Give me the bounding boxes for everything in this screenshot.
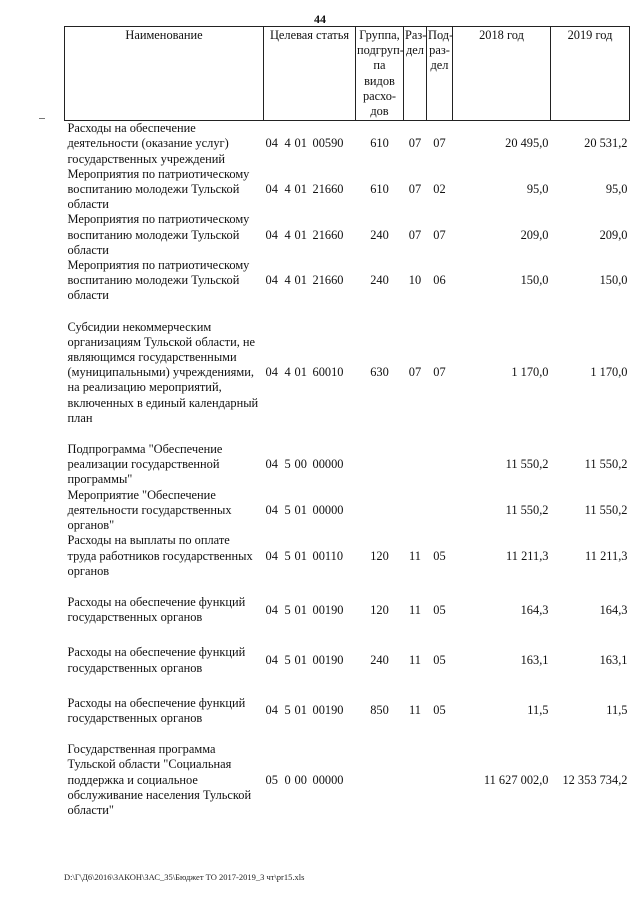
row-target-article: [264, 533, 356, 579]
table-row: [65, 533, 630, 579]
page-number: 44: [314, 12, 326, 26]
row-amount-2019: 1 170,0: [590, 365, 628, 380]
row-section: [404, 742, 427, 818]
target-article-part: 00590: [312, 136, 344, 151]
target-article-part: 00: [294, 772, 307, 787]
row-expense-group: 610: [370, 136, 389, 151]
target-article-part: 21660: [312, 273, 344, 288]
target-article-part: 04: [265, 182, 278, 197]
table-header-row: [65, 27, 630, 121]
target-article-part: 00000: [312, 457, 344, 472]
target-article-part: 00000: [312, 772, 344, 787]
row-name: Мероприятия по патриотическому воспитанию молодежи Тульской области: [67, 212, 250, 257]
target-article-part: 01: [294, 227, 307, 242]
row-amount-2018: 164,3: [520, 602, 549, 617]
row-target-article: [264, 488, 356, 534]
target-article-part: 21660: [312, 182, 344, 197]
row-section: 07: [408, 227, 422, 242]
row-spacer: [65, 426, 630, 442]
row-target-article: [264, 320, 356, 426]
row-expense-group: 850: [370, 703, 389, 718]
target-article-part: 21660: [312, 227, 344, 242]
target-article-part: 01: [294, 602, 307, 617]
row-spacer: [65, 676, 630, 696]
row-section: 11: [409, 652, 421, 667]
target-article-part: 04: [265, 227, 278, 242]
budget-table: [64, 26, 630, 818]
target-article-part: 5: [284, 652, 291, 667]
row-amount-2019: 95,0: [605, 182, 628, 197]
row-amount-2018: 95,0: [526, 182, 549, 197]
row-target-article: [264, 121, 356, 167]
row-amount-2019: 11 550,2: [584, 457, 628, 472]
row-name: Субсидии некоммерческим организациям Тульской области, не являющимся государственными (муниципальными) учреждениями, на реализацию мероприятий, включенных в единый календарный план: [67, 319, 259, 425]
row-name: Расходы на обеспечение деятельности (оказание услуг) государственных учреждений: [67, 121, 229, 166]
row-target-article: [264, 645, 356, 675]
row-spacer-cell: [65, 726, 630, 742]
row-name: Расходы на обеспечение функций государственных органов: [67, 695, 246, 725]
row-subsection: 05: [433, 548, 446, 563]
row-amount-2019: 164,3: [599, 602, 628, 617]
row-amount-2018: 11 211,3: [506, 548, 549, 563]
target-article-part: 5: [284, 548, 291, 563]
row-section: 07: [408, 365, 422, 380]
target-article-part: 4: [284, 273, 291, 288]
table-row: [65, 167, 630, 213]
row-expense-group: [356, 488, 404, 534]
row-section: 11: [409, 548, 421, 563]
row-target-article: [264, 258, 356, 304]
table-body: [65, 121, 630, 818]
row-amount-2018: 1 170,0: [511, 365, 549, 380]
target-article-part: 00: [294, 457, 307, 472]
row-name: Мероприятия по патриотическому воспитанию молодежи Тульской области: [67, 258, 250, 303]
target-article-part: 04: [265, 136, 278, 151]
row-amount-2018: 11 550,2: [505, 457, 549, 472]
header-year-2019: 2019 год: [551, 27, 630, 121]
row-expense-group: 610: [370, 182, 389, 197]
row-amount-2019: 11 550,2: [584, 502, 628, 517]
target-article-part: 4: [284, 365, 291, 380]
row-name: Расходы на выплаты по оплате труда работников государственных органов: [67, 533, 253, 578]
table-row: [65, 212, 630, 258]
target-article-part: 01: [294, 703, 307, 718]
row-subsection: 02: [433, 182, 446, 197]
target-article-part: 01: [294, 652, 307, 667]
target-article-part: 01: [294, 182, 307, 197]
row-section: [404, 488, 427, 534]
row-amount-2019: 11,5: [606, 703, 628, 718]
table-row: [65, 488, 630, 534]
target-article-part: 04: [265, 365, 278, 380]
row-name: Расходы на обеспечение функций государственных органов: [67, 594, 246, 625]
row-expense-group: 240: [370, 227, 389, 242]
row-spacer-cell: [65, 676, 630, 696]
row-subsection: 05: [433, 652, 446, 667]
target-article-part: 4: [284, 136, 291, 151]
row-spacer: [65, 579, 630, 595]
row-expense-group: 240: [370, 273, 389, 288]
row-name: Расходы на обеспечение функций государственных органов: [67, 645, 246, 675]
row-expense-group: [356, 742, 404, 818]
row-expense-group: 120: [370, 548, 389, 563]
row-section: 11: [409, 703, 421, 718]
row-spacer-cell: [65, 426, 630, 442]
row-amount-2019: 11 211,3: [585, 548, 628, 563]
footer-file-path: D:\Г\Д6\2016\ЗАКОН\ЗАС_35\Бюджет ТО 2017-2019_3 чт\pr15.xls: [64, 872, 305, 882]
target-article-part: 05: [265, 772, 278, 787]
row-spacer-cell: [65, 625, 630, 645]
target-article-part: 04: [265, 548, 278, 563]
row-amount-2019: 20 531,2: [584, 136, 628, 151]
header-expense-group: Группа, подгруп-па видов расхо-дов: [356, 27, 404, 121]
target-article-part: 00110: [312, 548, 344, 563]
row-target-article: [264, 696, 356, 726]
row-subsection: [427, 488, 453, 534]
row-amount-2018: 11 627 002,0: [483, 772, 549, 787]
target-article-part: 60010: [312, 365, 344, 380]
target-article-part: 00190: [312, 602, 344, 617]
table-row: [65, 595, 630, 625]
row-expense-group: 120: [370, 602, 389, 617]
target-article-part: 5: [284, 602, 291, 617]
target-article-part: 01: [294, 548, 307, 563]
target-article-part: 5: [284, 457, 291, 472]
budget-sheet: [64, 26, 629, 818]
row-section: 07: [408, 136, 422, 151]
target-article-part: 04: [265, 273, 278, 288]
row-amount-2018: 163,1: [520, 652, 549, 667]
row-amount-2018: 11,5: [527, 703, 549, 718]
row-subsection: 07: [433, 227, 446, 242]
target-article-part: 04: [265, 703, 278, 718]
row-expense-group: 630: [370, 365, 389, 380]
target-article-part: 04: [265, 652, 278, 667]
table-row: [65, 442, 630, 488]
header-subsection: Под-раз-дел: [427, 27, 453, 121]
target-article-part: 00190: [312, 703, 344, 718]
target-article-part: 4: [284, 182, 291, 197]
header-target-article: Целевая статья: [264, 27, 356, 121]
row-target-article: [264, 167, 356, 213]
row-spacer: [65, 726, 630, 742]
table-row: [65, 258, 630, 304]
target-article-part: 5: [284, 502, 291, 517]
target-article-part: 04: [265, 457, 278, 472]
row-target-article: [264, 442, 356, 488]
row-section: 11: [409, 602, 421, 617]
target-article-part: 01: [294, 136, 307, 151]
target-article-part: 01: [294, 502, 307, 517]
target-article-part: 00190: [312, 652, 344, 667]
row-expense-group: [356, 442, 404, 488]
target-article-part: 4: [284, 227, 291, 242]
row-section: 10: [408, 273, 422, 288]
row-spacer: [65, 625, 630, 645]
row-target-article: [264, 742, 356, 818]
row-section: 07: [408, 182, 422, 197]
row-amount-2018: 11 550,2: [505, 502, 549, 517]
row-subsection: [427, 442, 453, 488]
row-subsection: 05: [433, 703, 446, 718]
row-amount-2018: 150,0: [520, 273, 549, 288]
target-article-part: 01: [294, 365, 307, 380]
row-subsection: 07: [433, 136, 446, 151]
table-row: [65, 645, 630, 675]
row-amount-2019: 12 353 734,2: [562, 772, 628, 787]
table-row: [65, 742, 630, 818]
row-name: Подпрограмма "Обеспечение реализации государственной программы": [67, 442, 223, 487]
header-name: Наименование: [65, 27, 264, 121]
table-row: [65, 121, 630, 167]
row-target-article: [264, 212, 356, 258]
row-spacer: [65, 304, 630, 320]
target-article-part: 04: [265, 602, 278, 617]
row-subsection: 06: [433, 273, 446, 288]
row-subsection: 07: [433, 365, 446, 380]
row-name: Мероприятия по патриотическому воспитанию молодежи Тульской области: [67, 166, 250, 212]
scan-mark: [39, 118, 45, 119]
header-year-2018: 2018 год: [453, 27, 551, 121]
row-subsection: 05: [433, 602, 446, 617]
target-article-part: 04: [265, 502, 278, 517]
row-amount-2019: 163,1: [599, 652, 628, 667]
row-spacer-cell: [65, 304, 630, 320]
row-section: [404, 442, 427, 488]
row-expense-group: 240: [370, 652, 389, 667]
target-article-part: 5: [284, 703, 291, 718]
row-amount-2018: 20 495,0: [505, 136, 549, 151]
row-subsection: [427, 742, 453, 818]
row-name: Государственная программа Тульской области "Социальная поддержка и социальное обслуживание населения Тульской области": [67, 742, 252, 817]
row-amount-2018: 209,0: [520, 227, 549, 242]
row-target-article: [264, 595, 356, 625]
header-section: Раз-дел: [404, 27, 427, 121]
target-article-part: 01: [294, 273, 307, 288]
target-article-part: 00000: [312, 502, 344, 517]
target-article-part: 0: [284, 772, 291, 787]
table-row: [65, 320, 630, 426]
row-name: Мероприятие "Обеспечение деятельности государственных органов": [67, 487, 232, 533]
row-amount-2019: 209,0: [599, 227, 628, 242]
row-amount-2019: 150,0: [599, 273, 628, 288]
table-row: [65, 696, 630, 726]
row-spacer-cell: [65, 579, 630, 595]
